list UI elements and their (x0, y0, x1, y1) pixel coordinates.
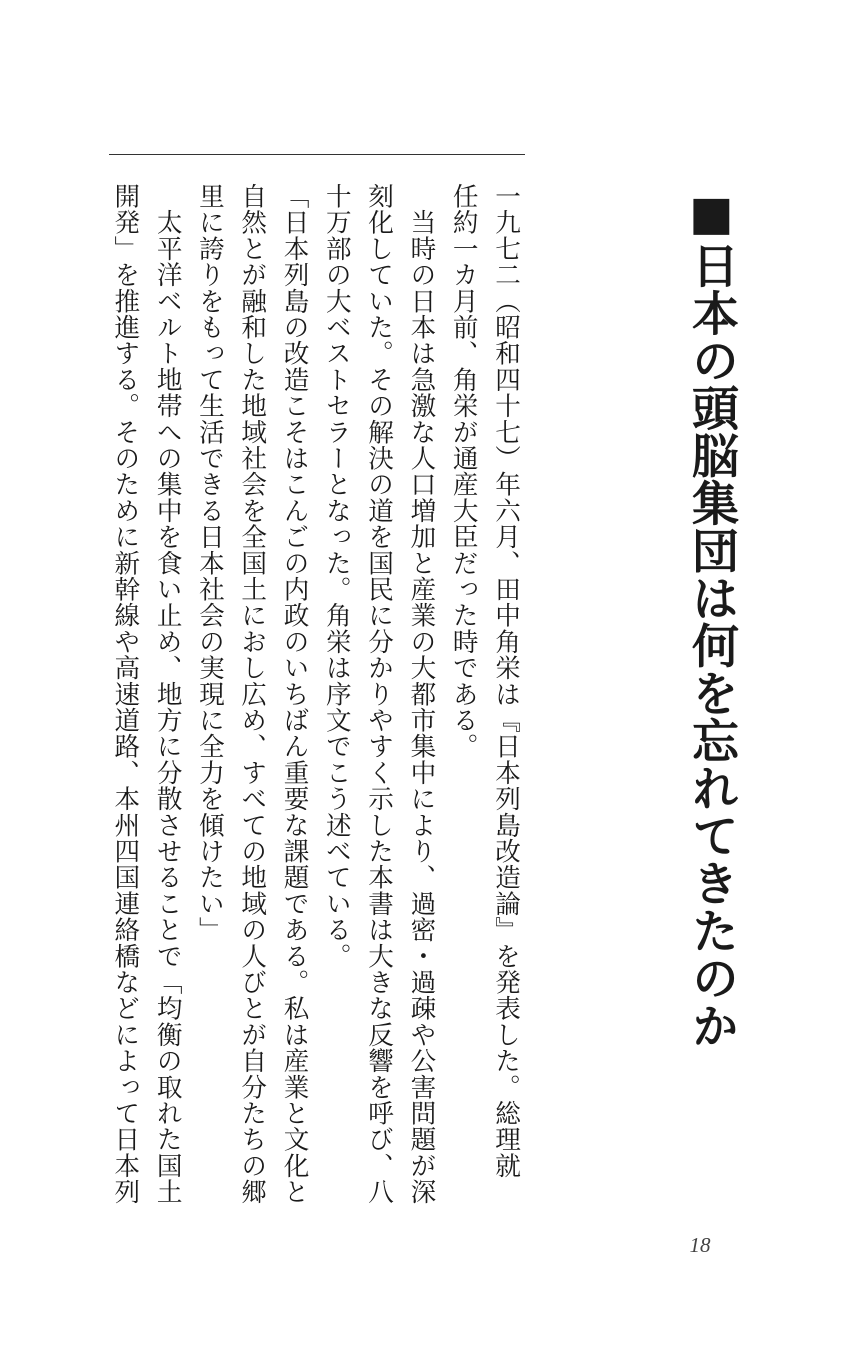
text-column: 刻化していた。その解決の道を国民に分かりやすく示した本書は大きな反響を呼び、八 (364, 183, 395, 1205)
text-column: 任約一カ月前、角栄が通産大臣だった時である。 (448, 183, 479, 760)
text-column: 開発」を推進する。そのために新幹線や高速道路、本州四国連絡橋などによって日本列 (110, 183, 141, 1205)
text-column: 「日本列島の改造こそはこんごの内政のいちばん重要な課題である。私は産業と文化と (279, 183, 310, 1205)
header-rule (109, 154, 525, 155)
page-number: 18 (689, 1233, 711, 1257)
text-column: 里に誇りをもって生活できる日本社会の実現に全力を傾けたい」 (194, 183, 225, 943)
text-column: 当時の日本は急激な人口増加と産業の大都市集中により、過密・過疎や公害問題が深 (406, 183, 437, 1205)
text-column: 十万部の大ベストセラーとなった。角栄は序文でこう述べている。 (321, 183, 352, 969)
text-column: 自然とが融和した地域社会を全国土におし広め、すべての地域の人びとが自分たちの郷 (237, 183, 268, 1205)
section-heading: ■日本の頭脳集団は何を忘れてきたのか (684, 186, 739, 1049)
body-text (107, 183, 527, 1223)
text-column: 太平洋ベルト地帯への集中を食い止め、地方に分散させることで「均衡の取れた国土 (152, 183, 183, 1205)
text-column: 一九七二（昭和四十七）年六月、田中角栄は『日本列島改造論』を発表した。総理就 (491, 183, 521, 1179)
